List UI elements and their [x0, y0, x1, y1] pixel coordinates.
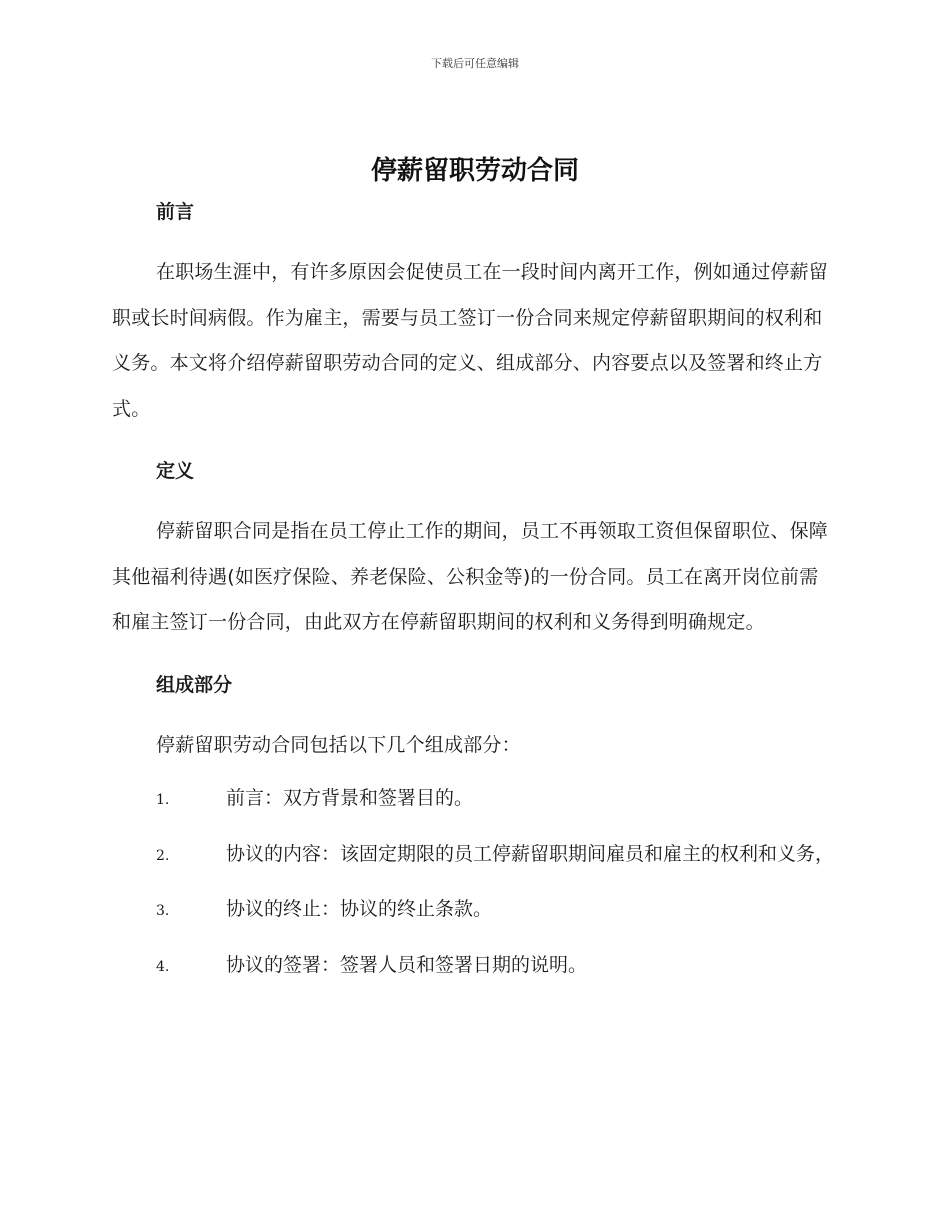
components-intro: 停薪留职劳动合同包括以下几个组成部分：: [156, 733, 521, 756]
list-item-text: 协议的签署：签署人员和签署日期的说明。: [226, 953, 588, 976]
list-item: [112, 776, 834, 824]
section-heading-definition: 定义: [156, 460, 195, 482]
list-item: [112, 887, 834, 935]
components-list: [112, 776, 834, 990]
header-note: 下载后可任意编辑: [431, 57, 519, 70]
list-item-text: 协议的终止：协议的终止条款。: [226, 898, 493, 920]
list-item-number: 2.: [156, 847, 170, 864]
preface-paragraph: 在职场生涯中，有许多原因会促使员工在一段时间内离开工作，例如通过停薪留职或长时间病假。作为雇主，需要与员工签订一份合同来规定停薪留职期间的权利和义务。本文将介绍停薪留职劳动合同的定义、组成部分、内容要点以及签署和终止方式。: [112, 261, 829, 420]
list-item-text: 前言：双方背景和签署目的。: [226, 787, 474, 809]
document-body: [112, 196, 834, 990]
list-item-number: 3.: [156, 903, 170, 919]
list-item: [112, 832, 834, 880]
document-title: 停薪留职劳动合同: [370, 156, 579, 186]
definition-paragraph: 停薪留职合同是指在员工停止工作的期间，员工不再领取工资但保留职位、保障其他福利待遇(如医疗保险、养老保险、公积金等)的一份合同。员工在离开岗位前需和雇主签订一份合同，由此双方在停薪留职期间的权利和义务得到明确规定。: [112, 520, 829, 633]
list-item-number: 4.: [156, 958, 170, 975]
list-item-text: 协议的内容：该固定期限的员工停薪留职期间雇员和雇主的权利和义务，: [226, 842, 835, 865]
section-heading-preface: 前言: [156, 201, 195, 223]
list-item-number: 1.: [156, 792, 170, 808]
section-heading-components: 组成部分: [156, 673, 233, 696]
list-item: [112, 943, 834, 991]
